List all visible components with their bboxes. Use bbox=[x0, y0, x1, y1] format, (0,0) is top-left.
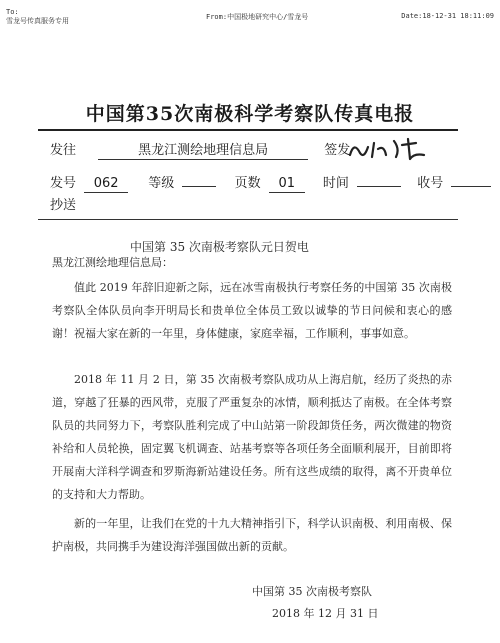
fax-to-label: To: bbox=[6, 8, 19, 16]
receive-value bbox=[451, 186, 491, 187]
fax-transmission-header bbox=[6, 8, 494, 32]
letter-title: 中国第 35 次南极考察队元日贺电 bbox=[130, 240, 309, 254]
number-label: 发号 bbox=[50, 176, 77, 191]
grade-label: 等级 bbox=[148, 176, 175, 191]
receive-label: 收号 bbox=[417, 176, 444, 191]
handwritten-signature bbox=[344, 135, 434, 163]
letter-paragraph-2: 2018 年 11 月 2 日，第 35 次南极考察队成功从上海启航，经历了炎热的赤道，穿越了狂暴的西风带，克服了严重复杂的冰情，顺利抵达了南极。在全体考察队员的共同努力下，考察队胜利完成了中山站第一阶段卸货任务，两次微建的物资补给和人员轮换，固定翼飞机调查、站基考察等各项任务全面顺利展开，目前即将开展南大洋科学调查和罗斯海新站建设任务。所有这些成绩的取得，离不开贵单位的支持和大力帮助。 bbox=[52, 373, 452, 501]
cc-row bbox=[50, 198, 76, 214]
sender-value: 黑龙江测绘地理信息局 bbox=[98, 143, 308, 160]
letter-paragraph-1: 值此 2019 年辞旧迎新之际，远在冰雪南极执行考察任务的中国第 35 次南极考察队全体队员向李开明局长和贵单位全体员工致以诚挚的节日问候和衷心的感谢！祝福大家在新的一年里，身体健康，家庭幸福，工作顺利，事事如意。 bbox=[52, 281, 452, 340]
pages-label: 页数 bbox=[234, 176, 261, 191]
pages-value: 01 bbox=[269, 176, 305, 193]
sender-row bbox=[50, 143, 350, 160]
sender-label: 发往 bbox=[50, 143, 77, 158]
document-title: 中国第35次南极科学考察队传真电报 bbox=[85, 103, 415, 125]
meta-row bbox=[50, 176, 491, 193]
fax-from: From:中国极地研究中心/雪龙号 bbox=[206, 13, 309, 21]
header-separator bbox=[38, 219, 458, 220]
letter-paragraph-3: 新的一年里，让我们在党的十九大精神指引下，科学认识南极、利用南极、保护南极，共同携手为建设海洋强国做出新的贡献。 bbox=[52, 517, 452, 553]
fax-to-value: 雪龙号传真服务专用 bbox=[6, 17, 69, 25]
letter-sign-date: 2018 年 12 月 31 日 bbox=[272, 607, 379, 620]
grade-value bbox=[182, 186, 216, 187]
fax-to bbox=[6, 8, 69, 26]
signer-label: 签发 bbox=[324, 143, 351, 158]
number-value: 062 bbox=[84, 176, 128, 193]
cc-label: 抄送 bbox=[50, 198, 77, 213]
title-rule bbox=[38, 129, 458, 131]
fax-date: Date:18-12-31 18:11:09 bbox=[401, 12, 494, 20]
time-label: 时间 bbox=[322, 176, 349, 191]
letter-salutation: 黑龙江测绘地理信息局： bbox=[52, 256, 173, 269]
letter-sign-org: 中国第 35 次南极考察队 bbox=[252, 585, 372, 598]
time-value bbox=[357, 186, 401, 187]
